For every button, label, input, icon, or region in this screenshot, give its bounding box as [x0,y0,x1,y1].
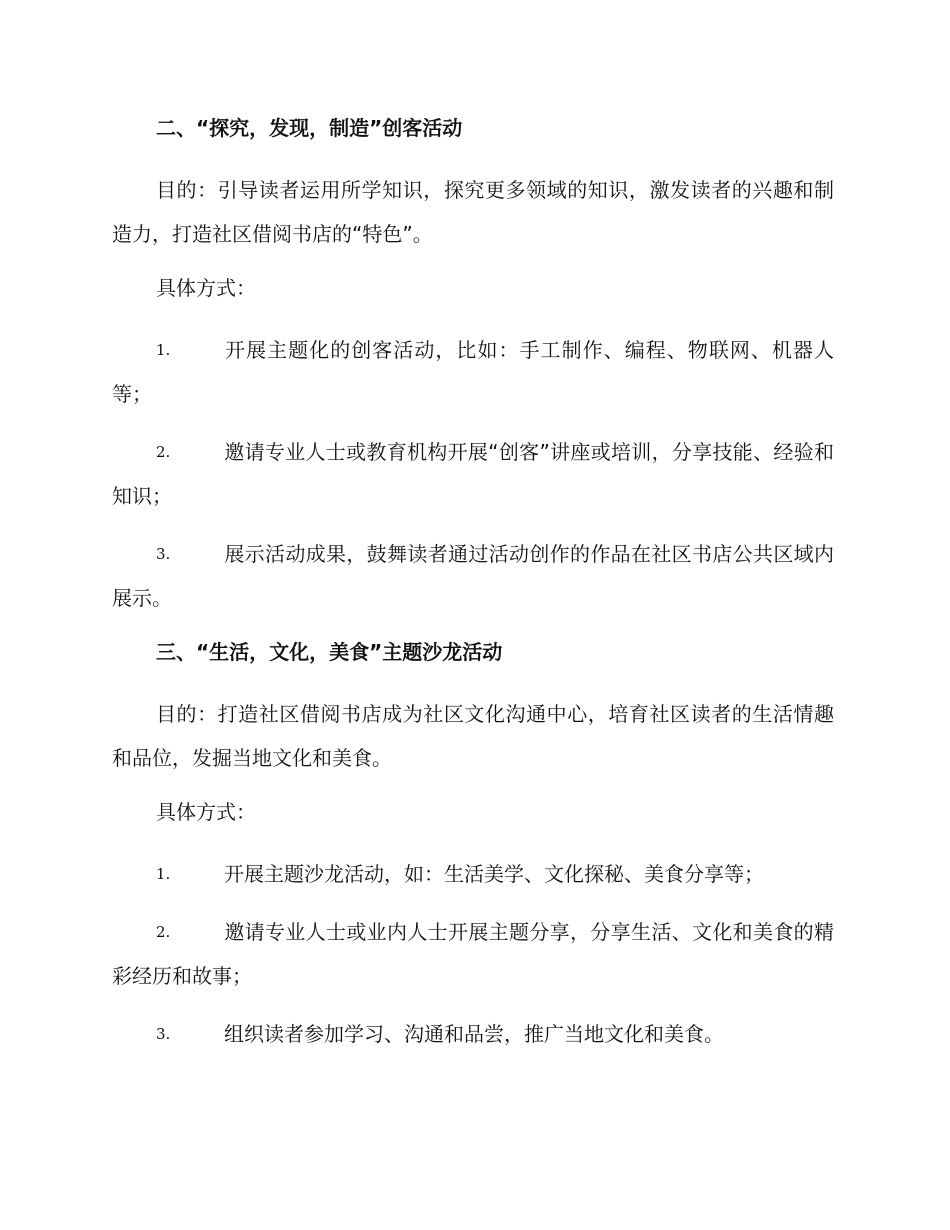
list-item-text: 邀请专业人士或教育机构开展“创客”讲座或培训，分享技能、经验和知识； [112,440,834,508]
list-item [112,328,834,416]
list-item-text: 开展主题沙龙活动，如：生活美学、文化探秘、美食分享等； [224,862,764,886]
list-item [112,430,834,518]
list-item-text: 组织读者参加学习、沟通和品尝，推广当地文化和美食。 [224,1022,724,1046]
document-body [112,110,834,1070]
section-heading: 二、“探究，发现，制造”创客活动 [156,116,463,140]
list-item-number: 1. [156,865,171,883]
list-item-number: 2. [156,923,171,941]
list-item-number: 2. [156,443,171,461]
list-item-text: 开展主题化的创客活动，比如：手工制作、编程、物联网、机器人等； [112,338,834,406]
list-item-text: 邀请专业人士或业内人士开展主题分享，分享生活、文化和美食的精彩经历和故事； [112,920,834,988]
section-heading: 三、“生活，文化，美食”主题沙龙活动 [156,640,503,664]
list-item [112,910,834,998]
list-item [112,1012,834,1056]
purpose-paragraph: 目的：打造社区借阅书店成为社区文化沟通中心，培育社区读者的生活情趣和品位，发掘当地文化和美食。 [112,702,834,770]
list-item-number: 3. [156,1025,171,1043]
list-item [112,532,834,620]
list-item-number: 1. [156,341,171,359]
purpose-paragraph: 目的：引导读者运用所学知识，探究更多领域的知识，激发读者的兴趣和制造力，打造社区借阅书店的“特色”。 [112,178,834,246]
list-item-text: 展示活动成果，鼓舞读者通过活动创作的作品在社区书店公共区域内展示。 [112,542,834,610]
method-label: 具体方式： [156,276,256,300]
list-item [112,852,834,896]
method-label: 具体方式： [156,800,256,824]
list-item-number: 3. [156,545,171,563]
